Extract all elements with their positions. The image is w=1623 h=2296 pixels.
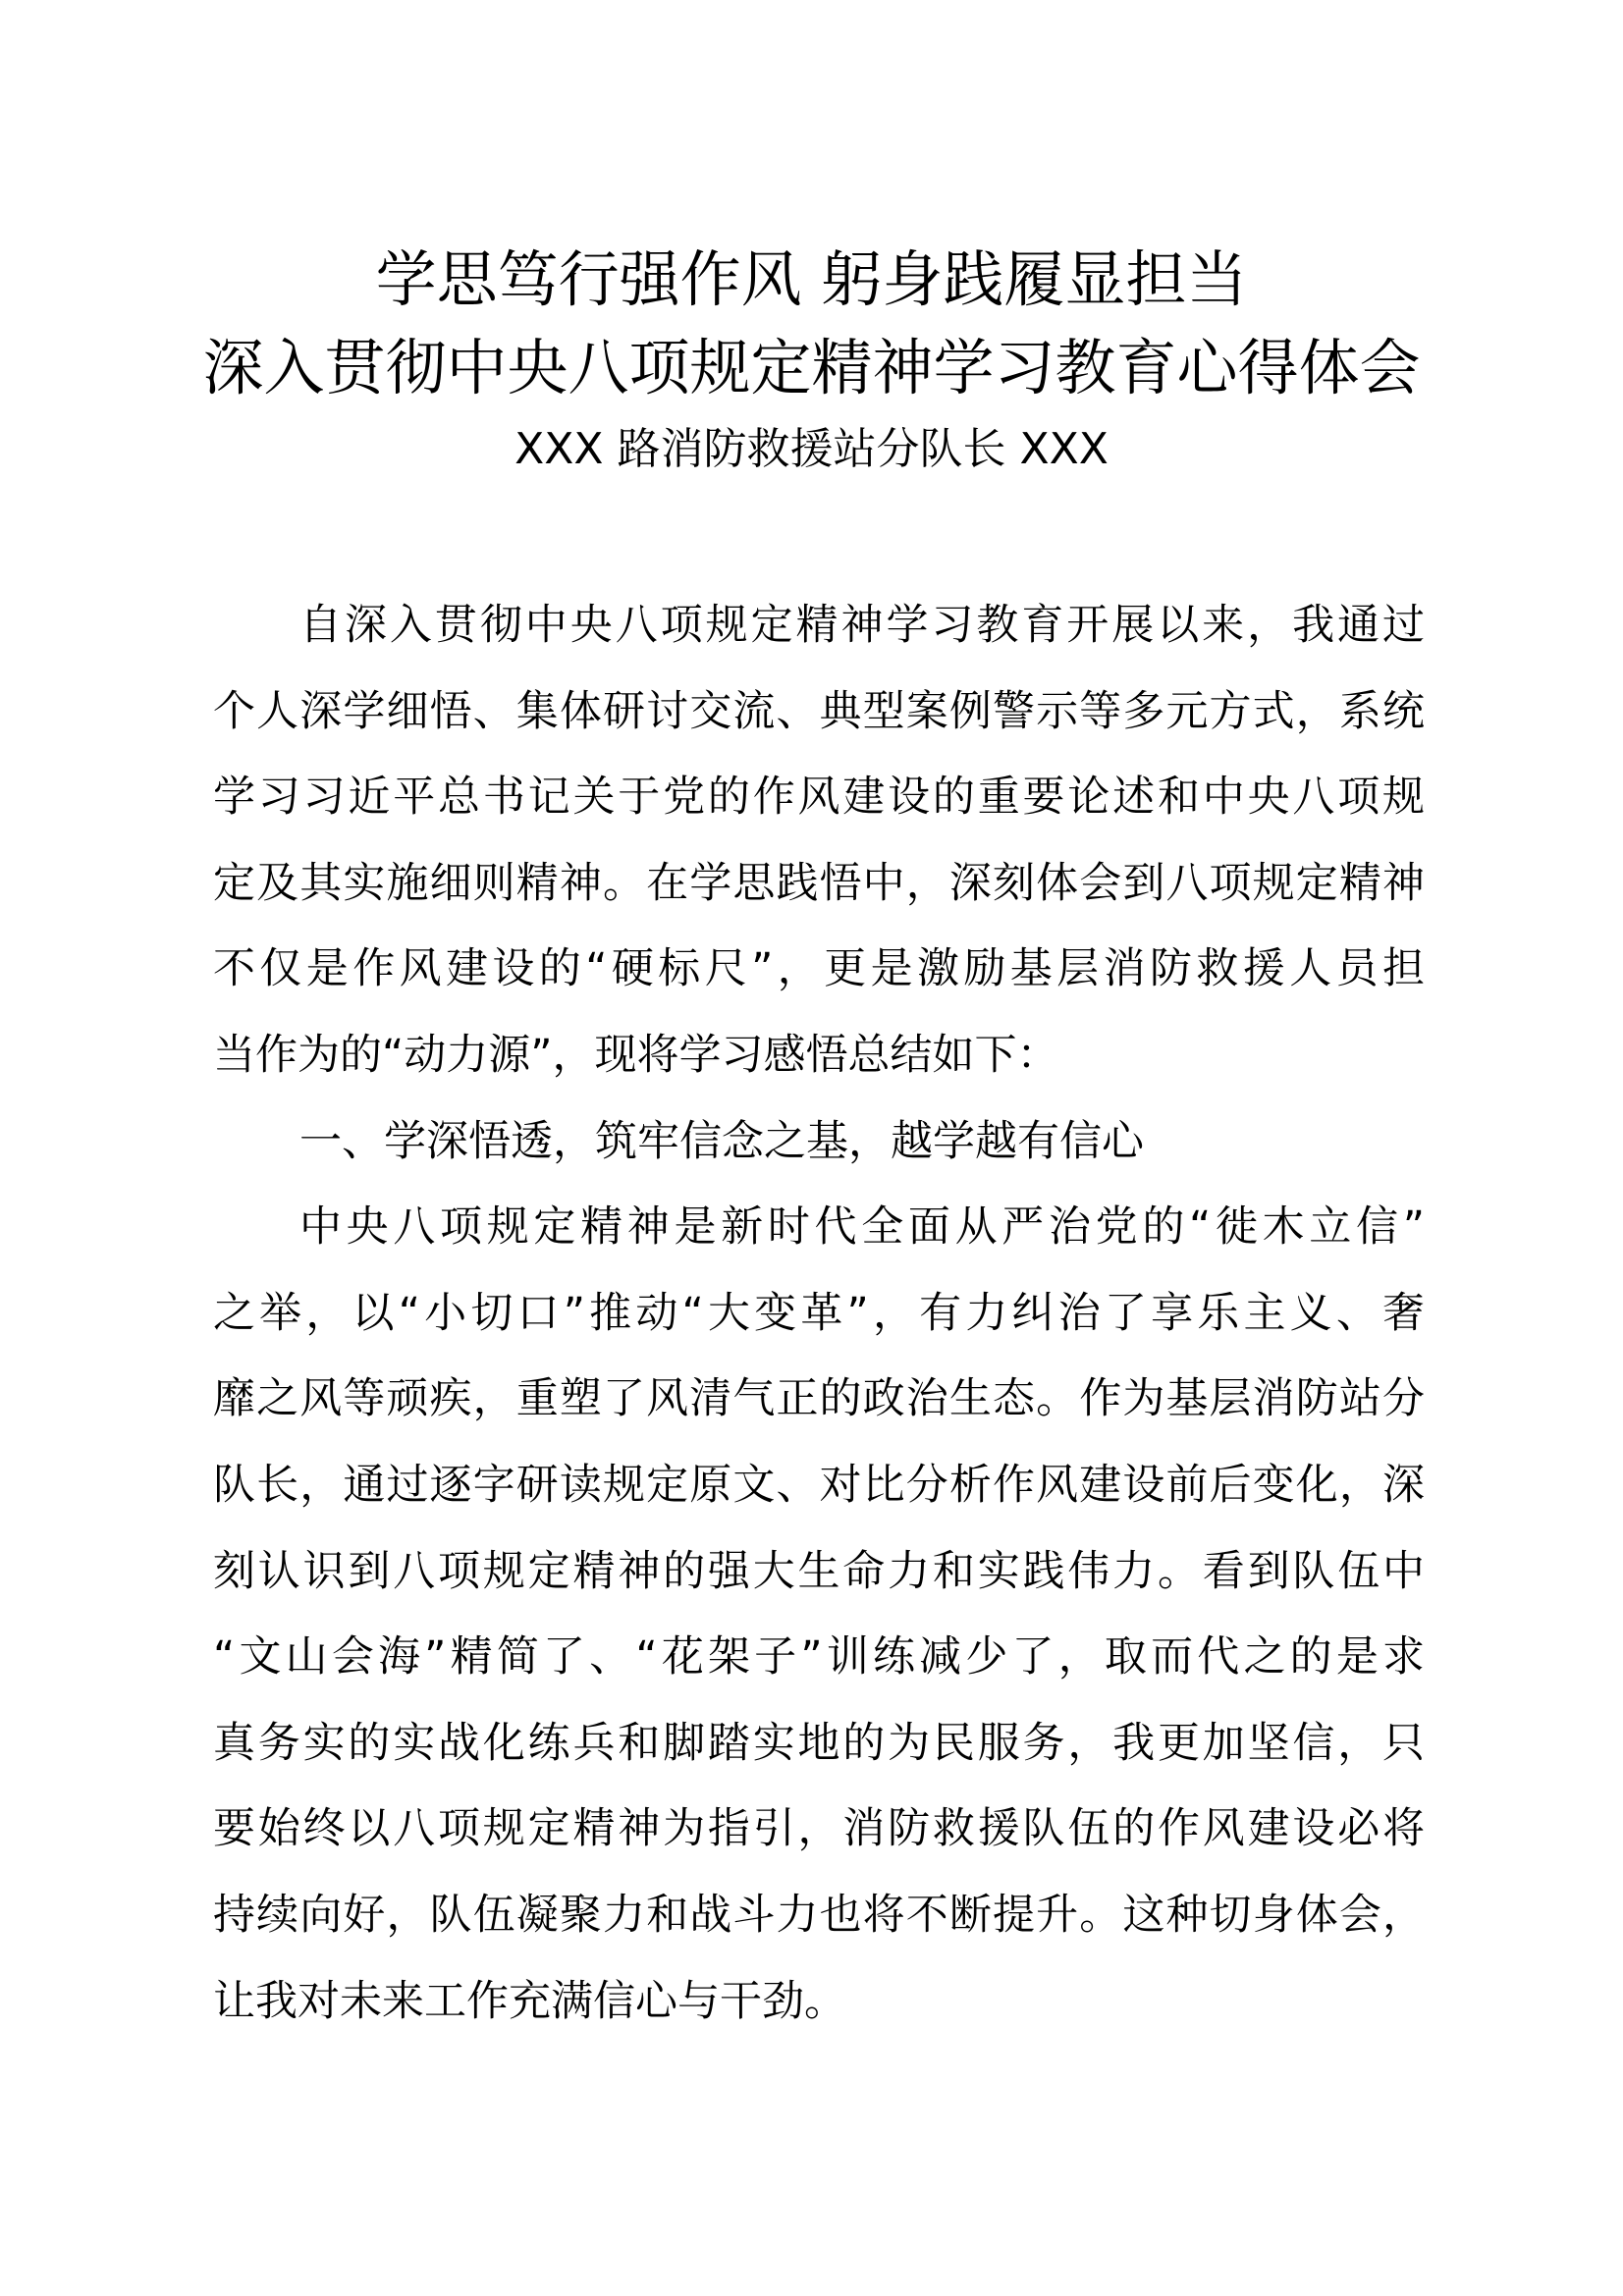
text-line: 刻认识到八项规定精神的强大生命力和实践伟力。看到队伍中 <box>213 1546 1425 1596</box>
text-line: 当作为的“动力源”，现将学习感悟总结如下： <box>213 1030 1059 1080</box>
text-line: 持续向好，队伍凝聚力和战斗力也将不断提升。这种切身体会， <box>213 1890 1425 1940</box>
paragraph <box>213 1185 1425 2045</box>
text-line: 让我对未来工作充满信心与干劲。 <box>213 1976 846 2026</box>
text-line: 真务实的实战化练兵和脚踏实地的为民服务，我更加坚信，只 <box>213 1718 1425 1768</box>
text-line: 学习习近平总书记关于党的作风建设的重要论述和中央八项规 <box>213 773 1425 823</box>
text-line: 定及其实施细则精神。在学思践悟中，深刻体会到八项规定精神 <box>213 858 1425 908</box>
text-line: 要始终以八项规定精神为指引，消防救援队伍的作风建设必将 <box>213 1804 1425 1854</box>
text-line: 中央八项规定精神是新时代全面从严治党的“徙木立信” <box>299 1202 1425 1253</box>
paragraph <box>213 583 1425 1099</box>
text-line: “文山会海”精简了、“花架子”训练减少了，取而代之的是求 <box>213 1632 1425 1682</box>
text-line: 一、学深悟透，筑牢信念之基，越学越有信心 <box>299 1116 1144 1166</box>
text-line: 不仅是作风建设的“硬标尺”，更是激励基层消防救援人员担 <box>213 944 1425 994</box>
text-line: 队长，通过逐字研读规定原文、对比分析作风建设前后变化，深 <box>213 1460 1425 1510</box>
document-body <box>213 583 1425 2045</box>
text-line: 自深入贯彻中央八项规定精神学习教育开展以来，我通过 <box>299 601 1425 650</box>
document-title-line-2: 深入贯彻中央八项规定精神学习教育心得体会 <box>202 332 1421 403</box>
section-heading <box>213 1099 1425 1186</box>
text-line: 靡之风等顽疾，重塑了风清气正的政治生态。作为基层消防站分 <box>213 1374 1425 1424</box>
document-author: XXX 路消防救援站分队长 XXX <box>514 424 1109 474</box>
text-line: 个人深学细悟、集体研讨交流、典型案例警示等多元方式，系统 <box>213 686 1425 736</box>
text-line: 之举，以“小切口”推动“大变革”，有力纠治了享乐主义、奢 <box>213 1288 1425 1338</box>
document-title-line-1: 学思笃行强作风 躬身践履显担当 <box>375 243 1248 315</box>
